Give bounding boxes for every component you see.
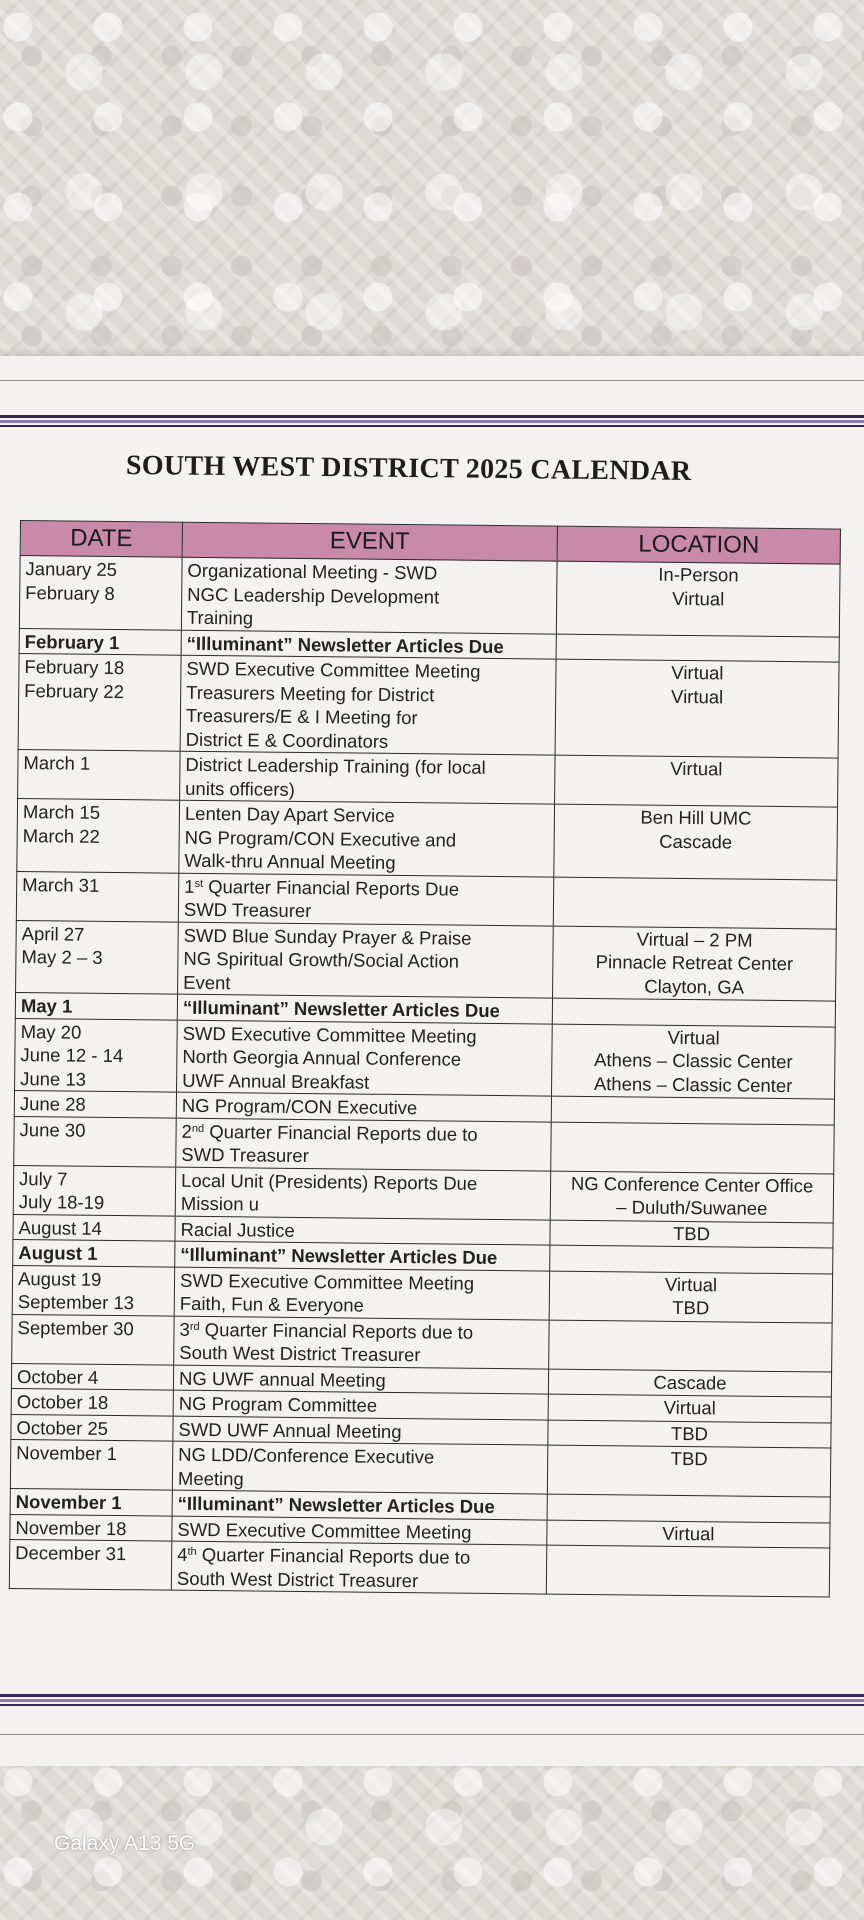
date-cell <box>19 628 181 655</box>
event-line: NGC Leadership Development <box>187 583 440 607</box>
ordinal-rest: Quarter Financial Reports Due <box>202 875 460 900</box>
date-line: November 1 <box>16 1442 118 1465</box>
event-line: Training <box>186 606 254 629</box>
date-line: October 18 <box>16 1391 109 1413</box>
location-line: Cascade <box>659 830 733 852</box>
table-row <box>16 920 837 1001</box>
table-row <box>12 1265 832 1323</box>
location-cell <box>550 1245 833 1273</box>
location-cell <box>554 804 838 879</box>
event-cell <box>176 1092 551 1121</box>
location-line: – Duluth/Suwanee <box>616 1196 768 1219</box>
calendar-table <box>9 520 841 1598</box>
date-line: August 19 <box>17 1267 102 1290</box>
event-line: Organizational Meeting - SWD <box>187 559 438 584</box>
location-cell <box>547 1520 830 1548</box>
date-line: July 18-19 <box>18 1191 105 1213</box>
location-line: TBD <box>672 1296 710 1319</box>
event-cell <box>179 800 555 876</box>
location-cell <box>546 1545 829 1597</box>
date-line: May 20 <box>20 1020 82 1043</box>
location-cell <box>556 634 839 662</box>
date-line: March 22 <box>22 824 100 847</box>
ordinal-number: 3 <box>179 1318 190 1340</box>
location-line: Ben Hill UMC <box>640 806 752 829</box>
date-cell <box>15 992 177 1019</box>
event-cell <box>173 1390 548 1419</box>
bottom-decorative-band <box>0 1694 864 1706</box>
event-cell <box>172 1490 547 1519</box>
location-cell <box>550 1220 833 1248</box>
location-line: Virtual <box>664 1273 718 1295</box>
event-line: NG UWF annual Meeting <box>178 1367 386 1391</box>
date-cell <box>11 1363 173 1390</box>
date-line: April 27 <box>21 922 85 945</box>
event-line: Walk-thru Annual Meeting <box>184 849 396 873</box>
ordinal-rest: Quarter Financial Reports due to <box>204 1120 478 1145</box>
location-line: Pinnacle Retreat Center <box>595 951 794 975</box>
event-line: District Leadership Training (for local <box>185 753 486 778</box>
location-cell <box>548 1369 831 1397</box>
location-cell <box>553 877 836 929</box>
date-line: March 1 <box>23 752 91 774</box>
lace-tablecloth-top <box>0 0 864 372</box>
table-row <box>14 1116 834 1174</box>
date-cell <box>12 1314 175 1365</box>
location-cell <box>551 1096 834 1124</box>
event-line: SWD Executive Committee Meeting <box>177 1518 472 1543</box>
location-cell <box>549 1320 832 1372</box>
date-cell <box>18 749 181 800</box>
date-line: August 1 <box>18 1242 98 1264</box>
event-line: SWD Executive Committee Meeting <box>182 1022 477 1047</box>
location-line: In-Person <box>658 563 739 586</box>
date-cell <box>15 1018 178 1092</box>
date-header: DATE <box>20 521 182 558</box>
ordinal-suffix: st <box>194 877 204 890</box>
event-line: NG Program/CON Executive and <box>184 826 457 851</box>
event-cell <box>181 557 557 633</box>
location-line: NG Conference Center Office <box>570 1172 814 1196</box>
event-line: Meeting <box>177 1467 244 1489</box>
calendar-table-wrap <box>9 520 840 1598</box>
ordinal-suffix: th <box>187 1545 197 1558</box>
event-line: NG LDD/Conference Executive <box>178 1443 435 1468</box>
date-line: May 1 <box>20 995 73 1017</box>
table-row <box>9 1539 829 1597</box>
event-line: Event <box>183 971 231 993</box>
date-cell <box>9 1539 172 1590</box>
bottom-thin-rule <box>0 1734 864 1735</box>
location-line: TBD <box>672 1222 711 1244</box>
event-line: SWD Blue Sunday Prayer & Praise <box>183 924 472 949</box>
date-cell <box>16 920 179 994</box>
location-line: Virtual <box>663 1396 716 1419</box>
event-line: Treasurers Meeting for District <box>186 681 435 705</box>
date-cell <box>12 1265 175 1316</box>
date-line: January 25 <box>25 558 118 581</box>
location-line: Clayton, GA <box>644 975 745 998</box>
location-cell <box>549 1271 832 1323</box>
date-line: February 1 <box>24 630 120 653</box>
date-line: October 4 <box>16 1365 99 1388</box>
event-cell <box>173 1416 548 1445</box>
event-cell <box>181 630 556 659</box>
location-line: TBD <box>670 1447 708 1470</box>
date-line: October 25 <box>16 1416 109 1439</box>
event-line: SWD Treasurer <box>181 1143 309 1167</box>
date-cell <box>14 1116 177 1167</box>
date-line: November 18 <box>15 1516 127 1539</box>
event-line: Racial Justice <box>180 1218 295 1241</box>
event-line: South West District Treasurer <box>179 1341 421 1366</box>
location-line: Cascade <box>653 1371 727 1393</box>
top-decorative-band <box>0 415 864 427</box>
event-line: District E & Coordinators <box>185 728 389 752</box>
date-cell <box>11 1414 173 1441</box>
date-cell <box>16 871 179 922</box>
date-line: June 30 <box>19 1118 86 1141</box>
location-line: Virtual <box>671 685 724 707</box>
event-cell <box>172 1441 547 1494</box>
date-cell <box>17 798 180 872</box>
location-cell <box>548 1420 831 1448</box>
event-line: Treasurers/E & I Meeting for <box>185 704 418 729</box>
event-line: South West District Treasurer <box>176 1567 419 1591</box>
event-cell <box>178 922 554 998</box>
event-line: “Illuminant” Newsletter Articles Due <box>186 632 504 657</box>
event-line: NG Program Committee <box>178 1392 378 1416</box>
location-cell <box>551 1122 834 1174</box>
date-line: February 18 <box>24 656 125 679</box>
location-line: Virtual <box>672 587 725 609</box>
date-line: September 30 <box>17 1316 134 1339</box>
event-cell <box>180 655 556 755</box>
event-header: EVENT <box>182 522 557 561</box>
date-cell <box>10 1514 172 1541</box>
date-cell <box>11 1388 173 1415</box>
event-cell <box>175 1216 550 1245</box>
date-cell <box>10 1488 172 1515</box>
date-cell <box>14 1090 176 1117</box>
date-line: February 8 <box>25 581 115 604</box>
location-line: Virtual <box>670 757 723 780</box>
location-cell <box>555 755 838 807</box>
location-cell <box>553 926 837 1001</box>
date-cell <box>13 1214 175 1241</box>
ordinal-rest: Quarter Financial Reports due to <box>196 1543 471 1568</box>
location-cell <box>548 1394 831 1422</box>
date-line: March 15 <box>22 801 101 823</box>
location-line: Virtual <box>662 1522 715 1544</box>
table-row <box>18 653 839 758</box>
event-cell <box>178 873 553 926</box>
table-row <box>19 556 840 637</box>
date-line: September 13 <box>17 1291 135 1314</box>
camera-watermark: Galaxy A13 5G <box>54 1832 196 1855</box>
location-line: Athens – Classic Center <box>594 1049 793 1073</box>
location-cell <box>551 1024 835 1099</box>
calendar-title: SOUTH WEST DISTRICT 2025 CALENDAR <box>125 450 692 487</box>
table-row <box>18 749 838 807</box>
event-line: Faith, Fun & Everyone <box>179 1292 364 1316</box>
table-row <box>13 1165 833 1223</box>
table-row <box>12 1314 832 1372</box>
date-line: May 2 – 3 <box>21 946 103 968</box>
event-cell <box>172 1516 547 1545</box>
ordinal-suffix: rd <box>189 1320 200 1333</box>
event-line: SWD UWF Annual Meeting <box>178 1418 402 1442</box>
location-line: Virtual <box>667 1026 720 1048</box>
event-line: SWD Executive Committee Meeting <box>186 657 481 682</box>
event-line: “Illuminant” Newsletter Articles Due <box>177 1492 495 1518</box>
date-line: March 31 <box>22 873 100 896</box>
event-line: NG Program/CON Executive <box>181 1094 418 1119</box>
ordinal-number: 4 <box>177 1543 188 1565</box>
event-line: Mission u <box>180 1192 260 1215</box>
event-line: NG Spiritual Growth/Social Action <box>183 947 460 972</box>
top-thin-rule <box>0 380 864 381</box>
date-cell <box>10 1439 173 1490</box>
location-cell <box>550 1171 833 1223</box>
event-line: Lenten Day Apart Service <box>184 802 395 826</box>
event-line: “Illuminant” Newsletter Articles Due <box>180 1243 498 1269</box>
event-line: SWD Executive Committee Meeting <box>179 1269 475 1294</box>
ordinal-number: 1 <box>184 875 195 897</box>
location-cell <box>556 561 840 636</box>
date-line: August 14 <box>18 1216 103 1239</box>
location-line: Virtual <box>671 661 724 684</box>
ordinal-suffix: nd <box>191 1122 205 1135</box>
event-cell <box>175 1241 550 1270</box>
event-cell <box>174 1316 549 1369</box>
location-line: TBD <box>670 1422 709 1444</box>
date-cell <box>18 653 181 751</box>
event-cell <box>175 1167 550 1220</box>
location-cell <box>547 1494 830 1522</box>
location-cell <box>552 998 835 1026</box>
table-row <box>10 1439 830 1497</box>
event-line: “Illuminant” Newsletter Articles Due <box>182 996 500 1022</box>
date-line: November 1 <box>15 1491 122 1514</box>
date-line: June 12 - 14 <box>20 1044 124 1067</box>
event-cell <box>171 1541 546 1594</box>
location-header: LOCATION <box>557 526 840 564</box>
event-cell <box>177 994 552 1023</box>
event-line: units officers) <box>185 777 295 800</box>
event-cell <box>180 751 555 804</box>
table-row <box>15 1018 836 1099</box>
location-line: Athens – Classic Center <box>593 1072 793 1096</box>
event-cell <box>176 1118 551 1171</box>
event-cell <box>173 1365 548 1394</box>
location-line: Virtual – 2 PM <box>636 927 753 951</box>
event-line: North Georgia Annual Conference <box>182 1045 462 1070</box>
location-cell <box>547 1445 830 1497</box>
date-line: February 22 <box>24 679 125 702</box>
ordinal-number: 2 <box>181 1120 193 1142</box>
date-line: July 7 <box>18 1167 68 1190</box>
ordinal-rest: Quarter Financial Reports due to <box>199 1318 474 1343</box>
event-cell <box>177 1020 553 1096</box>
event-line: UWF Annual Breakfast <box>182 1069 370 1093</box>
date-line: June 28 <box>19 1093 86 1115</box>
date-cell <box>13 1165 176 1216</box>
location-cell <box>555 659 839 758</box>
event-line: Local Unit (Presidents) Reports Due <box>180 1169 478 1194</box>
calendar-body <box>9 556 840 1598</box>
table-row <box>16 871 836 929</box>
date-cell <box>19 556 182 630</box>
date-cell <box>13 1239 175 1266</box>
table-row <box>17 798 838 879</box>
date-line: June 13 <box>20 1067 87 1090</box>
event-line-ordinal <box>177 1543 541 1570</box>
date-line: December 31 <box>15 1542 127 1565</box>
event-line: SWD Treasurer <box>183 898 312 922</box>
event-cell <box>174 1267 549 1320</box>
